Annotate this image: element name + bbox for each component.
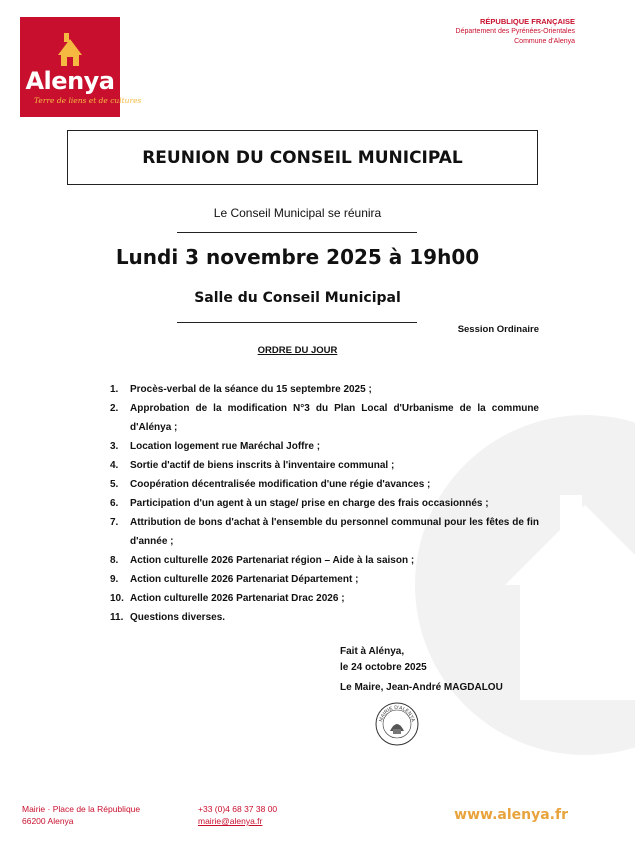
logo-tagline: Terre de liens et de cultures xyxy=(34,96,142,105)
agenda-item-text: Action culturelle 2026 Partenariat Département ; xyxy=(130,574,359,585)
email-link[interactable]: mairie@alenya.fr xyxy=(198,816,263,826)
agenda-item xyxy=(110,494,539,513)
agenda-item xyxy=(110,456,539,475)
agenda-item xyxy=(110,475,539,494)
agenda-item-number: 7. xyxy=(110,517,119,528)
signoff-place: Fait à Alénya, xyxy=(340,646,405,657)
official-seal-icon xyxy=(374,701,420,747)
agenda-item-number: 8. xyxy=(110,555,119,566)
agenda-list xyxy=(110,380,539,627)
agenda-item-text: Attribution de bons d'achat à l'ensemble du personnel communal pour les fêtes de fin d'année ; xyxy=(130,517,539,547)
house-icon xyxy=(20,17,120,69)
agenda-item xyxy=(110,399,539,437)
departement-line: Département des Pyrénées-Orientales xyxy=(455,28,575,35)
footer-contact xyxy=(198,803,277,827)
session-type: Session Ordinaire xyxy=(457,324,539,335)
subtitle: Le Conseil Municipal se réunira xyxy=(213,206,382,220)
commune-line: Commune d'Alenya xyxy=(514,38,575,45)
agenda-item-number: 2. xyxy=(110,403,119,414)
agenda-item-number: 5. xyxy=(110,479,119,490)
signoff-date: le 24 octobre 2025 xyxy=(340,662,427,673)
republique-title: RÉPUBLIQUE FRANÇAISE xyxy=(479,17,575,26)
agenda-item xyxy=(110,589,539,608)
address-line-2: 66200 Alenya xyxy=(22,816,74,826)
agenda-item-number: 6. xyxy=(110,498,119,509)
page-title: REUNION DU CONSEIL MUNICIPAL xyxy=(67,130,538,185)
agenda-item-text: Participation d'un agent à un stage/ prise en charge des frais occasionnés ; xyxy=(130,498,489,509)
agenda-item-text: Sortie d'actif de biens inscrits à l'inventaire communal ; xyxy=(130,460,395,471)
agenda-item-text: Procès-verbal de la séance du 15 septembre 2025 ; xyxy=(130,384,372,395)
agenda-item-number: 11. xyxy=(110,612,124,623)
agenda-item-text: Coopération décentralisée modification d'une régie d'avances ; xyxy=(130,479,431,490)
agenda-item-number: 10. xyxy=(110,593,124,604)
agenda-item xyxy=(110,570,539,589)
stamp-text: MAIRIE D'ALENYA xyxy=(378,704,416,723)
republique-header xyxy=(456,17,575,47)
signatory: Le Maire, Jean-André MAGDALOU xyxy=(340,682,503,693)
agenda-item xyxy=(110,608,539,627)
website-link[interactable]: www.alenya.fr xyxy=(454,807,568,823)
signoff xyxy=(340,644,503,696)
agenda-item-text: Location logement rue Maréchal Joffre ; xyxy=(130,441,321,452)
agenda-heading: ORDRE DU JOUR xyxy=(257,345,338,356)
logo-name: Alenya xyxy=(25,67,115,95)
meeting-venue: Salle du Conseil Municipal xyxy=(194,290,401,306)
meeting-date: Lundi 3 novembre 2025 à 19h00 xyxy=(115,245,480,269)
agenda-item xyxy=(110,513,539,551)
agenda-item xyxy=(110,380,539,399)
footer-address xyxy=(22,803,140,827)
agenda-item xyxy=(110,437,539,456)
divider xyxy=(177,322,417,323)
agenda-item-text: Action culturelle 2026 Partenariat Drac 2026 ; xyxy=(130,593,345,604)
agenda-item xyxy=(110,551,539,570)
agenda-item-text: Approbation de la modification N°3 du Plan Local d'Urbanisme de la commune d'Alénya ; xyxy=(130,403,539,433)
phone-number: +33 (0)4 68 37 38 00 xyxy=(198,804,278,814)
commune-logo xyxy=(20,17,142,117)
agenda-item-number: 9. xyxy=(110,574,119,585)
agenda-item-text: Questions diverses. xyxy=(130,612,226,623)
agenda-item-number: 1. xyxy=(110,384,119,395)
agenda-item-number: 4. xyxy=(110,460,119,471)
agenda-item-number: 3. xyxy=(110,441,119,452)
address-line-1: Mairie · Place de la République xyxy=(22,804,141,814)
divider xyxy=(177,232,417,233)
agenda-item-text: Action culturelle 2026 Partenariat région – Aide à la saison ; xyxy=(130,555,415,566)
